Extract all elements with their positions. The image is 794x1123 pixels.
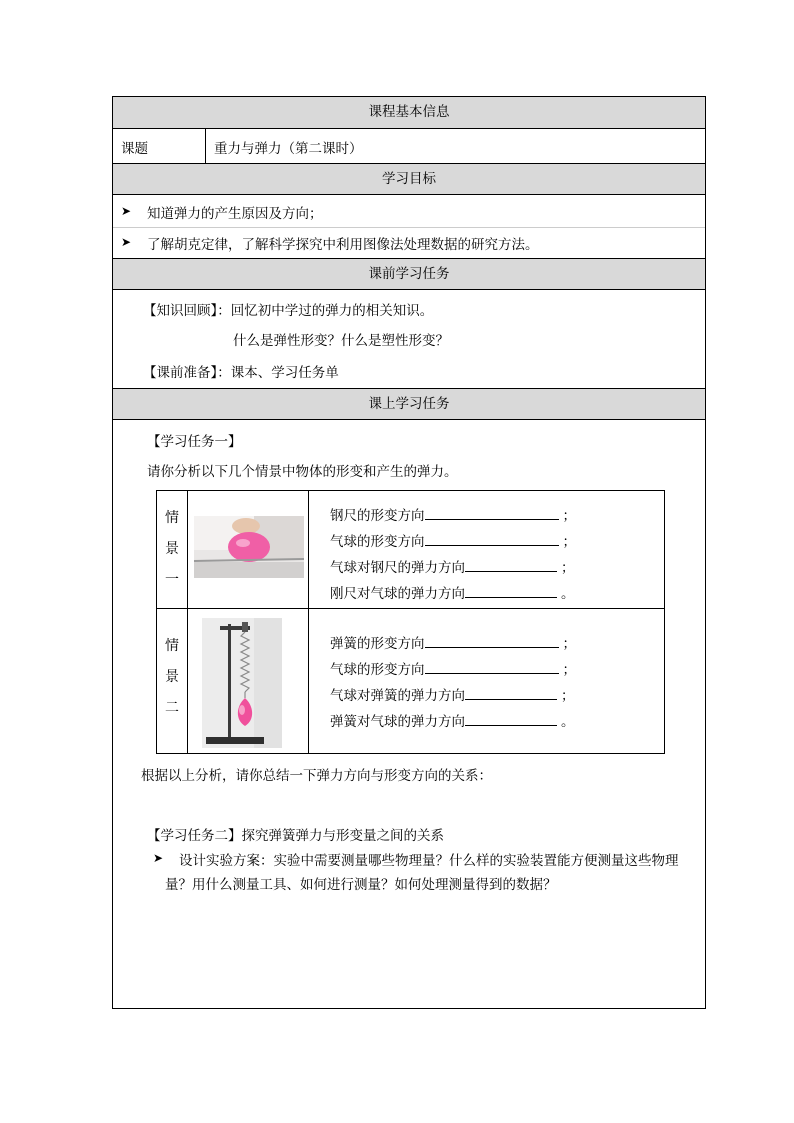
scene1-line-1 — [330, 504, 576, 524]
answer-blank[interactable] — [425, 661, 559, 674]
answer-blank[interactable] — [425, 507, 559, 520]
scene2-line-3 — [330, 684, 575, 704]
answer-blank[interactable] — [425, 533, 559, 546]
answer-blank[interactable] — [465, 713, 557, 726]
task1-intro: 请你分析以下几个情景中物体的形变和产生的弹力。 — [147, 464, 458, 480]
scene2-line-1-end: ； — [562, 636, 576, 652]
bullet-arrow-icon: ➤ — [121, 235, 132, 249]
prep-text: ：课本、学习任务单 — [217, 365, 339, 381]
scene1-line-3-end: ； — [561, 560, 575, 576]
scene1-line-4-end: 。 — [561, 586, 575, 602]
task1-title: 【学习任务一】 — [147, 434, 242, 450]
scene-row-divider — [157, 608, 664, 609]
prep-line — [143, 361, 339, 381]
in-class-header — [113, 388, 705, 420]
balloon-ruler-photo — [194, 516, 304, 578]
scene2-char-3: 二 — [165, 700, 179, 716]
topic-value: 重力与弹力（第二课时） — [214, 141, 363, 157]
scene2-char-2: 景 — [165, 669, 179, 685]
scene1-line-4-text: 刚尺对气球的弹力方向 — [330, 586, 465, 602]
scene2-line-4-text: 弹簧对气球的弹力方向 — [330, 714, 465, 730]
row-divider — [113, 227, 705, 228]
scene2-char-1: 情 — [165, 638, 179, 654]
scene1-char-2: 景 — [165, 541, 179, 557]
scene1-line-2-end: ； — [562, 534, 576, 550]
course-info-title: 课程基本信息 — [368, 104, 450, 120]
scene2-line-4 — [330, 710, 575, 730]
bullet-arrow-icon: ➤ — [153, 851, 164, 865]
topic-label: 课题 — [121, 141, 148, 157]
objective-item-2: 了解胡克定律，了解科学探究中利用图像法处理数据的研究方法。 — [147, 237, 539, 253]
answer-blank[interactable] — [465, 559, 557, 572]
summary-prompt: 根据以上分析，请你总结一下弹力方向与形变方向的关系： — [141, 768, 492, 784]
scene1-line-3-text: 气球对钢尺的弹力方向 — [330, 560, 465, 576]
review-label — [143, 299, 433, 319]
scene1-line-2-text: 气球的形变方向 — [330, 534, 425, 550]
scene-divider — [308, 491, 309, 753]
prep-label: 【课前准备】 — [143, 365, 218, 381]
course-info-header — [113, 97, 705, 129]
scene2-line-1 — [330, 632, 576, 652]
review-label-text: 【知识回顾】 — [143, 303, 218, 319]
objective-item-1: 知道弹力的产生原因及方向； — [147, 206, 323, 222]
scene1-label — [157, 503, 187, 596]
answer-blank[interactable] — [425, 635, 559, 648]
task2-title: 【学习任务二】探究弹簧弹力与形变量之间的关系 — [147, 828, 444, 844]
pre-class-title: 课前学习任务 — [368, 266, 450, 282]
scene2-line-1-text: 弹簧的形变方向 — [330, 636, 425, 652]
task2-line-1: 设计实验方案：实验中需要测量哪些物理量？什么样的实验装置能方便测量这些物理 — [179, 853, 679, 869]
scene2-line-4-end: 。 — [561, 714, 575, 730]
scene2-line-3-text: 气球对弹簧的弹力方向 — [330, 688, 465, 704]
review-question: 什么是弹性形变？什么是塑性形变？ — [233, 333, 449, 349]
scene1-line-2 — [330, 530, 576, 550]
lesson-sheet — [112, 96, 706, 1009]
objectives-title: 学习目标 — [382, 171, 436, 187]
scene1-char-3: 一 — [165, 572, 179, 588]
scene1-line-3 — [330, 556, 575, 576]
topic-divider — [205, 129, 206, 163]
scene1-line-4 — [330, 582, 575, 602]
scene1-line-1-end: ； — [562, 508, 576, 524]
scene2-label — [157, 631, 187, 724]
in-class-title: 课上学习任务 — [368, 396, 450, 412]
scene1-char-1: 情 — [165, 510, 179, 526]
topic-row — [113, 129, 705, 163]
spring-balloon-photo — [202, 618, 282, 748]
scene-table — [156, 490, 665, 754]
answer-blank[interactable] — [465, 687, 557, 700]
scene2-line-2-end: ； — [562, 662, 576, 678]
scene-divider — [187, 491, 188, 753]
scene2-line-3-end: ； — [561, 688, 575, 704]
objectives-header — [113, 163, 705, 195]
task2-line-2: 量？用什么测量工具、如何进行测量？如何处理测量得到的数据？ — [165, 877, 557, 893]
answer-blank[interactable] — [465, 585, 557, 598]
scene2-line-2-text: 气球的形变方向 — [330, 662, 425, 678]
scene2-line-2 — [330, 658, 576, 678]
review-text: ：回忆初中学过的弹力的相关知识。 — [217, 303, 434, 319]
scene1-line-1-text: 钢尺的形变方向 — [330, 508, 425, 524]
pre-class-header — [113, 258, 705, 290]
bullet-arrow-icon: ➤ — [121, 204, 132, 218]
